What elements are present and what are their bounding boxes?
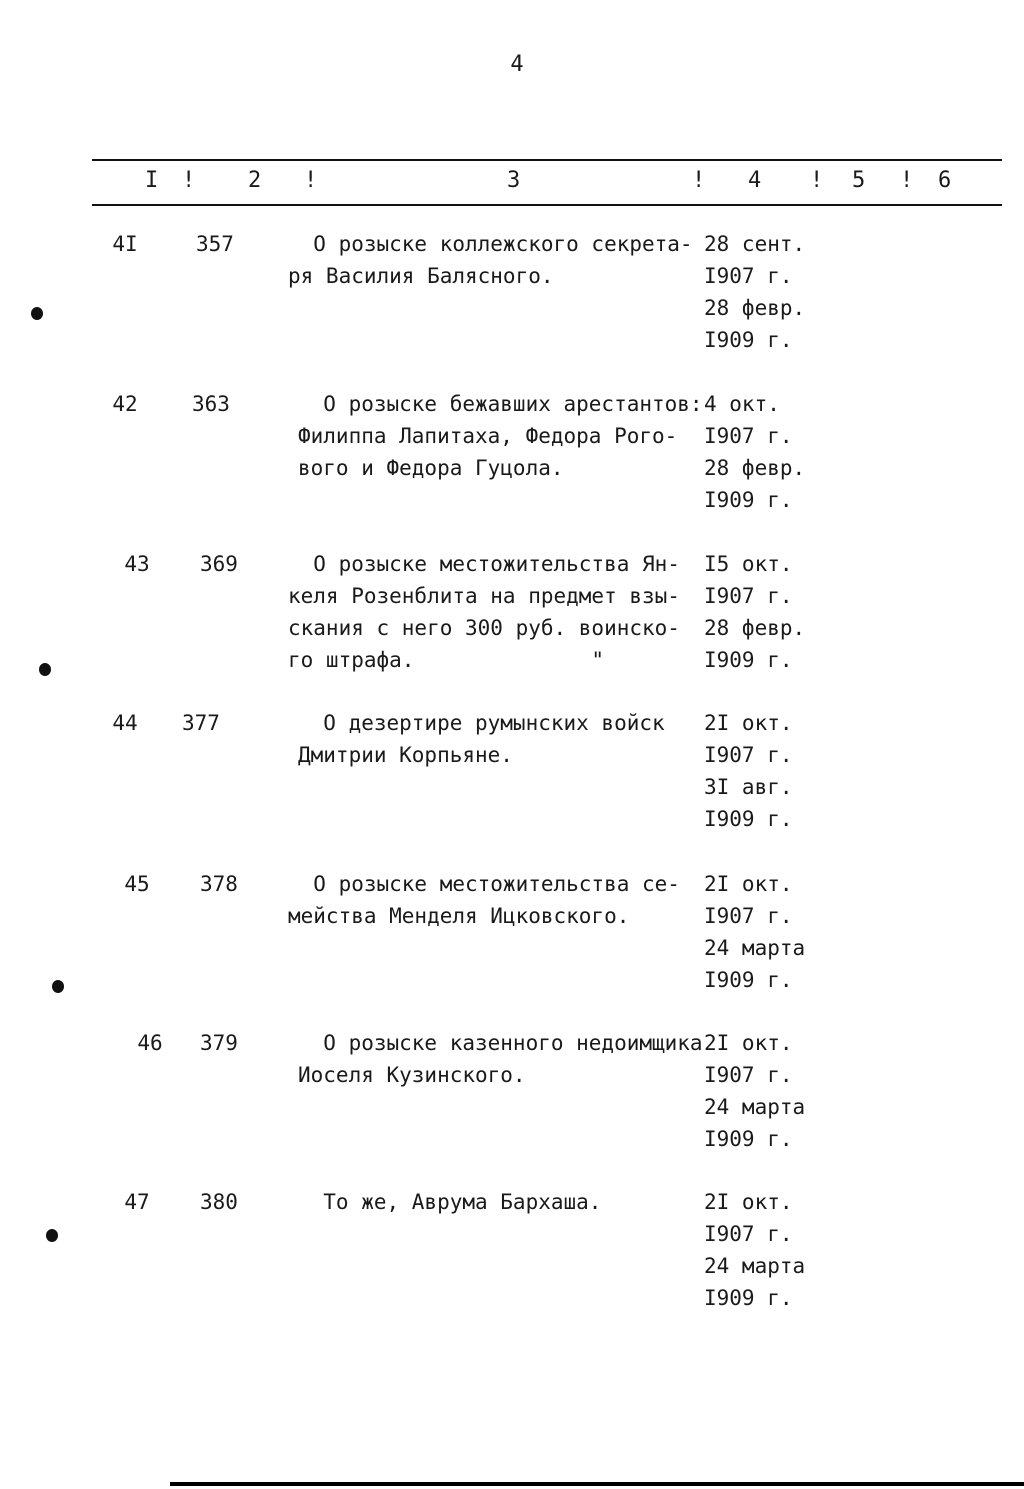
record-title-line: О розыске коллежского секрета-: [288, 232, 693, 256]
punch-hole-mark: [39, 663, 51, 676]
record-date-line: I907 г.: [704, 264, 793, 288]
row-number: 47: [124, 1190, 150, 1214]
record-date-line: I907 г.: [704, 1222, 793, 1246]
record-title-line: мейства Менделя Ицковского.: [288, 904, 630, 928]
record-title-line: ря Василия Балясного.: [288, 264, 554, 288]
record-date-line: I909 г.: [704, 1286, 793, 1310]
header-rule-top: [92, 159, 1002, 161]
record-date-line: I907 г.: [704, 424, 793, 448]
header-separator: !: [900, 168, 914, 193]
record-date-line: 28 сент.: [704, 232, 806, 256]
record-date-line: I907 г.: [704, 1063, 793, 1087]
header-separator: !: [692, 168, 706, 193]
file-number: 369: [200, 552, 238, 576]
record-title-line: О розыске казенного недоимщика: [298, 1031, 703, 1055]
file-number: 363: [192, 392, 230, 416]
record-title-line: О розыске местожительства се-: [288, 872, 680, 896]
header-separator: !: [182, 168, 196, 193]
punch-hole-mark: [46, 1229, 58, 1242]
record-date-line: I909 г.: [704, 328, 793, 352]
record-title-line: скания с него 300 руб. воинско-: [288, 616, 680, 640]
header-separator: !: [810, 168, 824, 193]
record-title-line: келя Розенблита на предмет взы-: [288, 584, 680, 608]
record-title-line: О розыске местожительства Ян-: [288, 552, 680, 576]
header-col-4: 4: [748, 168, 762, 193]
record-date-line: 2I окт.: [704, 711, 793, 735]
footer-rule: [170, 1482, 1024, 1486]
record-title-line: го штрафа. ": [288, 648, 605, 672]
record-date-line: I909 г.: [704, 968, 793, 992]
record-date-line: 3I авг.: [704, 775, 793, 799]
punch-hole-mark: [31, 307, 43, 320]
header-col-3: 3: [507, 168, 521, 193]
record-date-line: I907 г.: [704, 904, 793, 928]
punch-hole-mark: [52, 980, 64, 993]
header-col-6: 6: [938, 168, 952, 193]
record-date-line: I907 г.: [704, 584, 793, 608]
record-title-line: Филиппа Лапитаха, Федора Рого-: [298, 424, 678, 448]
record-date-line: I909 г.: [704, 807, 793, 831]
record-title-line: вого и Федора Гуцола.: [298, 456, 564, 480]
file-number: 380: [200, 1190, 238, 1214]
file-number: 377: [182, 711, 220, 735]
row-number: 43: [124, 552, 150, 576]
record-title-line: О дезертире румынских войск: [298, 711, 665, 735]
row-number: 44: [112, 711, 138, 735]
record-date-line: I907 г.: [704, 743, 793, 767]
header-col-1: I: [145, 168, 159, 193]
row-number: 4I: [112, 232, 138, 256]
record-date-line: 28 февр.: [704, 456, 806, 480]
file-number: 378: [200, 872, 238, 896]
record-date-line: 4 окт.: [704, 392, 780, 416]
record-date-line: 2I окт.: [704, 872, 793, 896]
header-col-5: 5: [852, 168, 866, 193]
page-number: 4: [510, 52, 524, 77]
record-date-line: I5 окт.: [704, 552, 793, 576]
record-title-line: Дмитрии Корпьяне.: [298, 743, 513, 767]
record-date-line: 24 марта: [704, 1254, 806, 1278]
record-date-line: I909 г.: [704, 1127, 793, 1151]
file-number: 357: [196, 232, 234, 256]
row-number: 45: [124, 872, 150, 896]
record-date-line: 24 марта: [704, 936, 806, 960]
header-col-2: 2: [248, 168, 262, 193]
record-date-line: 28 февр.: [704, 296, 806, 320]
record-date-line: 2I окт.: [704, 1031, 793, 1055]
header-rule-bottom: [92, 204, 1002, 206]
record-date-line: 24 марта: [704, 1095, 806, 1119]
row-number: 46: [137, 1031, 163, 1055]
row-number: 42: [112, 392, 138, 416]
header-separator: !: [304, 168, 318, 193]
record-date-line: I909 г.: [704, 488, 793, 512]
record-date-line: I909 г.: [704, 648, 793, 672]
record-date-line: 28 февр.: [704, 616, 806, 640]
record-title-line: О розыске бежавших арестантов:: [298, 392, 703, 416]
record-title-line: То же, Аврума Бархаша.: [298, 1190, 602, 1214]
file-number: 379: [200, 1031, 238, 1055]
record-date-line: 2I окт.: [704, 1190, 793, 1214]
record-title-line: Иоселя Кузинского.: [298, 1063, 526, 1087]
